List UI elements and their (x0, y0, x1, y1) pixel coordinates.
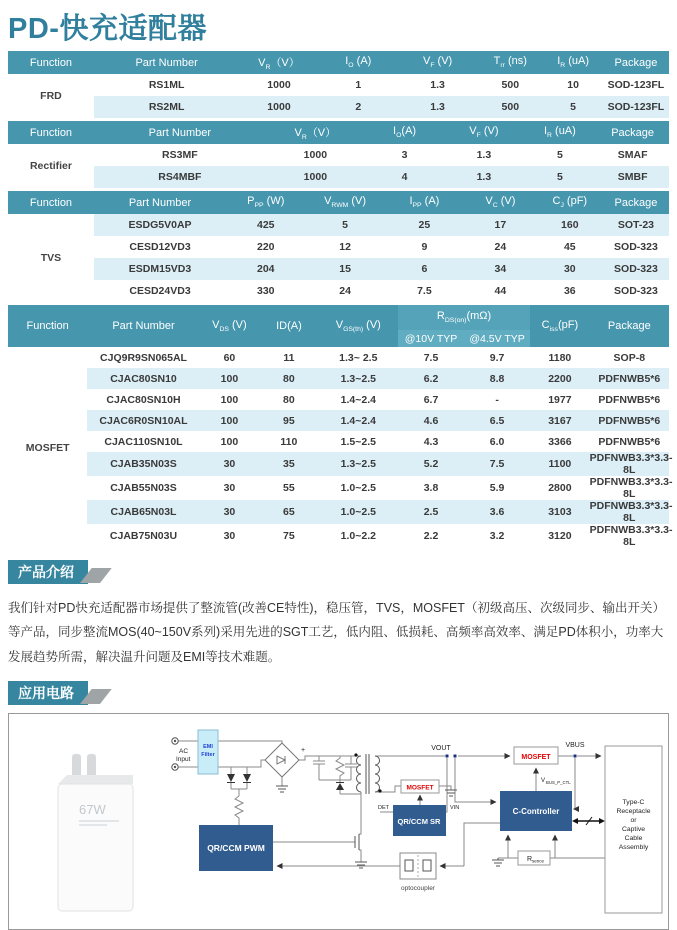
table-cell: 65 (259, 500, 318, 524)
table-cell: 1.3~2.5 (319, 368, 398, 389)
table-cell: 5 (524, 166, 597, 188)
column-header: $V_F$ (V) (398, 51, 477, 74)
input-diodes (227, 774, 344, 790)
controller-label: C-Controller (512, 807, 560, 817)
table-cell: CJAB65N03L (87, 500, 199, 524)
application-circuit-box (8, 713, 669, 930)
table-cell: 7.5 (464, 452, 530, 476)
table-row (8, 347, 669, 368)
table-cell: SOD-123FL (603, 96, 669, 118)
diode-icon (277, 756, 285, 764)
diode-icon (336, 783, 344, 790)
table-cell: 1977 (548, 393, 572, 406)
table-cell: 1.3 (398, 96, 477, 118)
typec-line: Type-C (622, 799, 645, 807)
table-cell: CJAC110SN10L (104, 435, 183, 448)
column-header: ID(A) (259, 305, 318, 347)
circuit-badge: 应用电路 (8, 681, 88, 705)
table-cell: 100 (220, 435, 239, 448)
table-cell: 6.5 (464, 410, 530, 431)
column-header: $I_O$ (A) (319, 51, 398, 74)
vbus-ctl-label: V (541, 778, 546, 785)
table-cell: 80 (283, 393, 295, 406)
table-cell: 3 (401, 149, 408, 161)
table-cell: 2800 (548, 482, 572, 494)
table-cell: CJAB35N03S (87, 452, 199, 476)
table-cell: 7.5 (417, 285, 432, 297)
function-cell: FRD (8, 74, 94, 118)
table-cell: 35 (259, 452, 318, 476)
bus-connection (572, 817, 605, 825)
table-cell: RS4MBF (94, 166, 266, 188)
table-cell: 1100 (530, 452, 589, 476)
table-cell: SOT-23 (603, 214, 669, 236)
column-header: $I_O(A)$ (365, 121, 444, 144)
column-header: $R_{DS(on)}(m\Omega)$ (398, 305, 530, 330)
table-cell: 9 (421, 241, 428, 253)
table-cell: 3.2 (489, 530, 505, 542)
table-cell: 2 (319, 96, 398, 118)
table-row (8, 236, 669, 258)
table-cell: 5 (556, 149, 563, 161)
table-cell: 1.4~2.4 (319, 410, 398, 431)
spec-tables (0, 51, 677, 548)
vout-node (446, 755, 449, 758)
diode-icon (243, 774, 251, 782)
table-row (8, 431, 669, 452)
table-cell: RS3MF (162, 149, 198, 161)
frd-table (8, 51, 669, 118)
table-cell: 1000 (266, 166, 365, 188)
table-cell: 75 (283, 530, 295, 542)
table-cell: CESD24VD3 (129, 285, 191, 297)
diode-icon (227, 774, 235, 782)
column-header: $V_R(V)$ (266, 121, 365, 144)
column-header: Package (596, 121, 669, 144)
det-label: DET (378, 805, 389, 812)
charger-fine-print (79, 820, 119, 822)
table-cell: CJAB55N03S (110, 482, 177, 494)
table-cell: 500 (477, 96, 543, 118)
column-header: Part Number (94, 121, 266, 144)
table-cell: 7.5 (423, 351, 439, 364)
table-cell: PDFNWB3.3*3.3-8L (589, 500, 673, 524)
table-cell: SOP-8 (613, 351, 646, 364)
table-cell: CESD12VD3 (129, 241, 191, 253)
table-row (8, 258, 669, 280)
table-cell: CJAB75N03U (109, 530, 178, 542)
column-header: Part Number (94, 191, 226, 214)
table-cell: 110 (280, 435, 298, 448)
table-cell: 1.0~2.5 (319, 500, 398, 524)
table-cell: 3.8 (423, 482, 439, 494)
table-cell: PDFNWB3.3*3.3-8L (589, 476, 673, 500)
table-cell: RS2ML (94, 96, 239, 118)
table-cell: 10 (567, 79, 579, 91)
table-cell: 1.3~2.5 (319, 452, 398, 476)
column-header: Package (590, 305, 669, 347)
table-cell: PDFNWB3.3*3.3-8L (589, 452, 673, 476)
vout-label: VOUT (431, 745, 451, 753)
table-cell: CJAC6R0SN10AL (87, 410, 199, 431)
table-row (8, 524, 669, 548)
sr-mosfet-label: MOSFET (406, 784, 434, 792)
plus-sign: + (301, 747, 306, 755)
table-row (8, 500, 669, 524)
table-cell: 24 (494, 241, 507, 253)
table-cell: 100 (200, 410, 259, 431)
column-header: $V_{RWM}$ (V) (305, 191, 384, 214)
column-header: $V_{GS(th)}$ (V) (319, 305, 398, 347)
optocoupler-label: optocoupler (401, 885, 435, 893)
table-cell: 1000 (267, 79, 291, 91)
circuit-section-header (8, 681, 677, 705)
table-cell: 9.7 (489, 351, 505, 364)
table-cell: 17 (464, 214, 537, 236)
table-cell: 34 (464, 258, 537, 280)
column-header: $V_C$ (V) (464, 191, 537, 214)
table-cell: 30 (200, 500, 259, 524)
column-header: Function (8, 51, 94, 74)
table-row (8, 389, 669, 410)
table-cell: 44 (494, 285, 507, 297)
table-cell: 30 (223, 482, 236, 494)
table-cell: 5.2 (398, 452, 464, 476)
emi-label: EMI (203, 744, 213, 751)
sr-block (393, 805, 446, 836)
table-cell: 1.3~ 2.5 (339, 351, 378, 364)
table-row (8, 214, 669, 236)
table-cell: 1180 (548, 351, 572, 364)
table-row (8, 144, 669, 166)
table-cell: 5.9 (489, 482, 505, 494)
table-cell: 6.2 (398, 368, 464, 389)
table-cell: PDFNWB5*6 (598, 435, 661, 448)
table-cell: 60 (223, 351, 236, 364)
table-cell: 204 (226, 258, 305, 280)
table-cell: 55 (283, 482, 295, 494)
table-cell: RS1ML (148, 79, 185, 91)
page-title: PD-快充适配器 (8, 13, 207, 45)
table-cell: PDFNWB5*6 (598, 393, 661, 406)
sr-mosfet-block (401, 780, 439, 793)
column-header: Function (8, 121, 94, 144)
tvs-table (8, 191, 669, 302)
transformer (354, 754, 381, 795)
table-cell: SMAF (617, 149, 648, 161)
table-row (8, 368, 669, 389)
ground-symbols (276, 786, 504, 868)
ac-input-terminals (172, 738, 191, 770)
intro-section-header (8, 560, 677, 584)
table-cell: PDFNWB5*6 (590, 410, 669, 431)
application-circuit-diagram (9, 714, 668, 927)
table-cell: 100 (200, 368, 259, 389)
column-header: $I_R$ (uA) (524, 121, 597, 144)
column-header: $P_{PP}$ (W) (226, 191, 305, 214)
column-header: $V_R(V)$ (239, 51, 318, 74)
table-cell: 4.3 (423, 435, 439, 448)
column-header: Package (603, 51, 669, 74)
table-row (8, 452, 669, 476)
vbus-node (574, 755, 577, 758)
table-cell: 1.5~2.5 (340, 435, 376, 448)
table-cell: 95 (259, 410, 318, 431)
table-cell: CJAC80SN10 (87, 368, 199, 389)
table-row (8, 74, 669, 96)
table-row (8, 476, 669, 500)
bridge-rectifier (265, 743, 305, 777)
charger-fine-print (79, 824, 107, 826)
table-cell: SOD-123FL (607, 79, 665, 91)
table-cell: 6.7 (423, 393, 439, 406)
column-header: $I_{PP}$ (A) (385, 191, 464, 214)
function-cell: MOSFET (8, 347, 87, 548)
column-header: Function (8, 305, 87, 347)
ac-label: AC (179, 748, 189, 756)
table-cell: 1.0~2.2 (340, 530, 376, 542)
table-cell: SOD-323 (614, 241, 658, 253)
table-row (8, 96, 669, 118)
column-header: $V_F$ (V) (444, 121, 523, 144)
table-row (8, 280, 669, 302)
table-row (8, 410, 669, 431)
column-header: Function (8, 191, 94, 214)
typec-line: or (630, 817, 637, 825)
table-cell: 160 (537, 214, 603, 236)
table-cell: 30 (223, 530, 236, 542)
column-header: $T_{rr}$ (ns) (477, 51, 543, 74)
sr-label: QR/CCM SR (397, 817, 441, 827)
mosfet-table (8, 305, 673, 548)
table-cell: 45 (563, 241, 576, 253)
charger-image (58, 754, 133, 911)
vbus-mosfet-block (514, 747, 558, 764)
vout-node (454, 755, 457, 758)
column-header: @10V TYP (398, 330, 464, 347)
table-cell: 6 (385, 258, 464, 280)
primary-mosfet-symbol (355, 834, 359, 850)
charger-top-face (58, 775, 133, 784)
table-cell: 2.2 (423, 530, 439, 542)
table-cell: 1000 (303, 149, 328, 161)
table-cell: 1.4~2.4 (340, 393, 376, 406)
table-cell: 3120 (548, 530, 572, 542)
table-cell: CJAC80SN10H (106, 393, 181, 406)
column-header: $C_{iss}(pF)$ (530, 305, 589, 347)
table-cell: 1.3 (430, 79, 445, 91)
emi-filter-label: Filter (201, 752, 215, 759)
intro-paragraph: 我们针对PD快充适配器市场提供了整流管(改善CE特性)，稳压管，TVS，MOSFET（初级高压、次级同步、输出开关）等产品，同步整流MOS(40~150V系列)采用先进的SGT工艺，低内阻、低损耗、高频率高效率、满足PD体积小，功率大发展趋势所需，解决温升问题及EMI等技术难题。 (8, 601, 665, 664)
table-cell: 500 (501, 79, 520, 91)
table-cell: 3.6 (464, 500, 530, 524)
rsense-label: R (527, 856, 533, 864)
vbus-mosfet-label: MOSFET (521, 754, 551, 762)
column-header: $C_J$ (pF) (537, 191, 603, 214)
table-cell: 1.0~2.5 (340, 482, 376, 494)
pwm-label: QR/CCM PWM (207, 843, 265, 854)
polarity-dot (378, 790, 381, 793)
emi-filter-block (198, 730, 218, 774)
table-cell: 1000 (239, 96, 318, 118)
column-header: Package (603, 191, 669, 214)
table-cell: PDFNWB5*6 (590, 368, 669, 389)
table-row (8, 166, 669, 188)
table-cell: PDFNWB3.3*3.3-8L (589, 524, 673, 548)
table-cell: SOD-323 (614, 285, 658, 297)
typec-block (605, 746, 662, 913)
charger-watt-label: 67W (79, 802, 106, 818)
table-cell: 24 (339, 285, 351, 297)
table-cell: 3167 (530, 410, 589, 431)
table-cell: 3103 (530, 500, 589, 524)
table-cell: 100 (220, 393, 239, 406)
table-cell: 25 (385, 214, 464, 236)
table-cell: 4.6 (398, 410, 464, 431)
table-cell: 4 (365, 166, 444, 188)
optocoupler-symbol (400, 853, 436, 879)
table-cell: 12 (339, 241, 351, 253)
column-header: $V_{DS}$ (V) (200, 305, 259, 347)
table-cell: 5 (305, 214, 384, 236)
table-cell: 8.8 (464, 368, 530, 389)
table-cell: 80 (259, 368, 318, 389)
pwm-block (199, 825, 273, 871)
table-cell: 15 (305, 258, 384, 280)
table-cell: 30 (537, 258, 603, 280)
table-cell: CJQ9R9SN065AL (100, 351, 187, 364)
polarity-dot (354, 754, 357, 757)
table-cell: 220 (257, 241, 275, 253)
rsense-sub-label: sence (532, 858, 545, 864)
vbus-ctl-sub-label: BUS_P_CTL (546, 780, 571, 786)
column-header: $I_R$ (uA) (543, 51, 602, 74)
table-cell: 1.3 (476, 149, 492, 161)
table-cell: 6.0 (489, 435, 505, 448)
table-cell: 30 (200, 452, 259, 476)
rsense-block (518, 851, 550, 865)
intro-badge: 产品介绍 (8, 560, 88, 584)
function-cell: TVS (8, 214, 94, 302)
table-cell: ESDG5V0AP (94, 214, 226, 236)
table-cell: 3366 (548, 435, 572, 448)
table-cell: 2.5 (398, 500, 464, 524)
vbus-label: VBUS (565, 742, 585, 750)
table-cell: 2200 (530, 368, 589, 389)
function-cell: Rectifier (8, 144, 94, 188)
controller-block (500, 791, 572, 831)
table-cell: 5 (543, 96, 602, 118)
rectifier-table (8, 121, 669, 188)
table-cell: 1.3 (444, 166, 523, 188)
table-cell: 11 (283, 351, 295, 364)
table-cell: SMBF (596, 166, 669, 188)
table-cell: ESDM15VD3 (94, 258, 226, 280)
table-cell: - (495, 393, 499, 406)
typec-line: Assembly (618, 844, 649, 852)
vin-label: VIN (450, 805, 460, 812)
column-header: Part Number (94, 51, 239, 74)
typec-line: Captive (621, 826, 646, 834)
ac-input-label: Input (176, 756, 191, 764)
column-header: Part Number (87, 305, 199, 347)
table-cell: SOD-323 (603, 258, 669, 280)
typec-line: Receptacle (616, 808, 651, 816)
typec-line: Cable (624, 835, 643, 843)
table-cell: 36 (563, 285, 576, 297)
table-cell: 1 (355, 79, 362, 91)
table-cell: 425 (226, 214, 305, 236)
table-cell: 330 (257, 285, 275, 297)
column-header: @4.5V TYP (464, 330, 530, 347)
